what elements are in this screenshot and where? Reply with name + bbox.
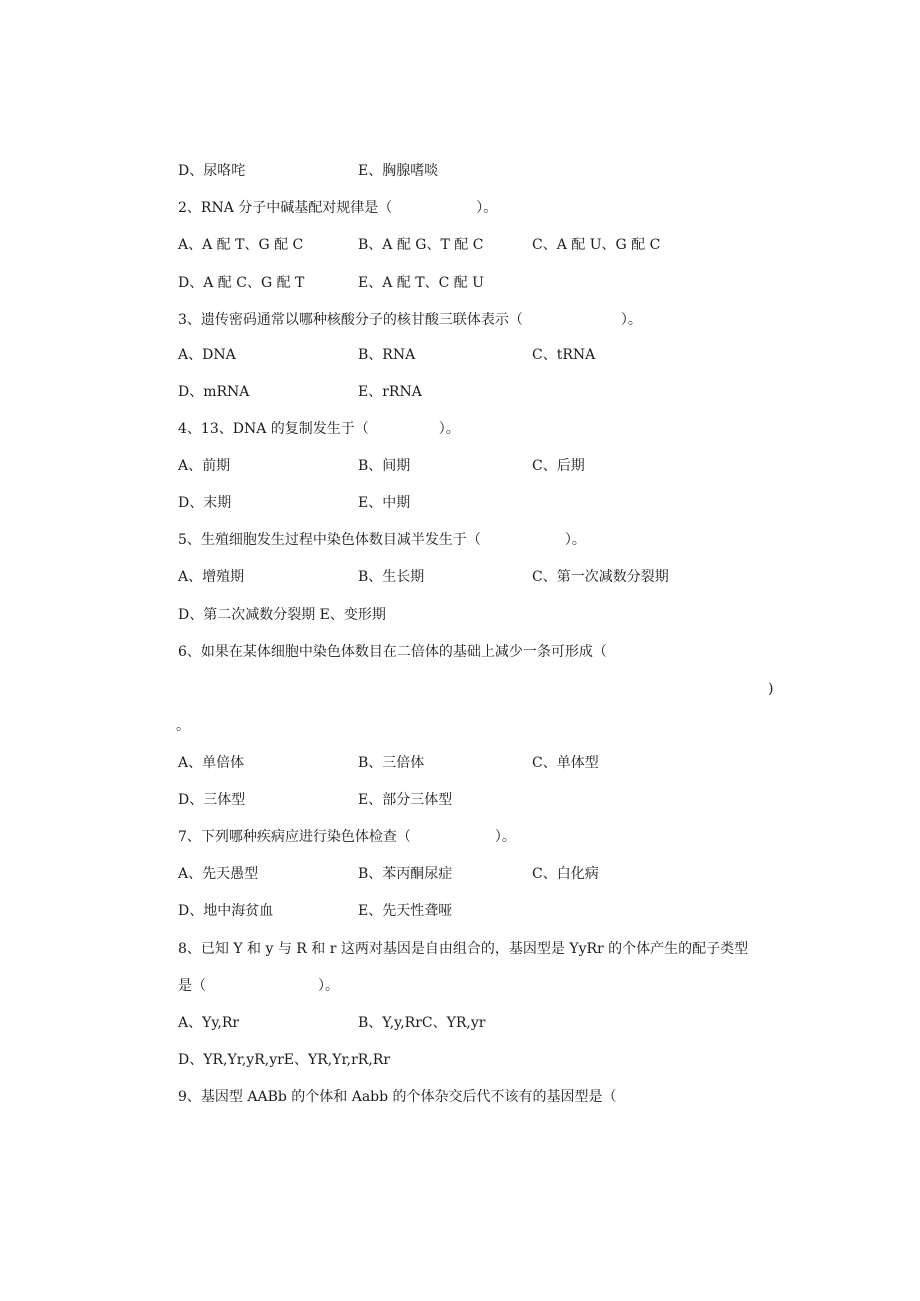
q5-option-b: B、生长期 [358,569,425,585]
q6-close-paren: ) [768,681,774,697]
q4-option-c: C、后期 [532,458,585,474]
q3-option-d: D、mRNA [178,384,250,400]
q4-stem: 4、13、DNA 的复制发生于（ ）。 [178,421,460,437]
q3-option-b: B、RNA [358,347,416,363]
q2-option-c: C、A 配 U、G 配 C [532,237,661,253]
q4-option-d: D、末期 [178,495,232,511]
q5-options-de: D、第二次减数分裂期 E、变形期 [178,607,386,623]
q2-option-d: D、A 配 C、G 配 T [178,275,305,291]
q6-option-c: C、单体型 [532,755,599,771]
q3-option-a: A、DNA [178,347,236,363]
q4-option-a: A、前期 [178,458,231,474]
q3-option-c: C、tRNA [532,347,596,363]
q3-option-e: E、rRNA [358,384,422,400]
q6-option-a: A、单倍体 [178,755,245,771]
q1-option-e: E、胸腺嗜啖 [358,163,439,179]
q7-option-e: E、先天性聋哑 [358,903,453,919]
q7-option-d: D、地中海贫血 [178,903,274,919]
q6-option-d: D、三体型 [178,792,246,808]
q2-option-a: A、A 配 T、G 配 C [178,237,304,253]
q7-stem: 7、下列哪种疾病应进行染色体检查（ ）。 [178,829,516,845]
q8-stem-line2: 是（ ）。 [178,978,339,994]
q9-stem: 9、基因型 AABb 的个体和 Aabb 的个体杂交后代不该有的基因型是（ [178,1089,617,1105]
q2-option-e: E、A 配 T、C 配 U [358,275,484,291]
q5-option-c: C、第一次减数分裂期 [532,569,669,585]
q3-stem: 3、遗传密码通常以哪种核酸分子的核甘酸三联体表示（ ）。 [178,312,642,328]
q5-option-a: A、增殖期 [178,569,245,585]
q8-stem-line1: 8、已知 Y 和 y 与 R 和 r 这两对基因是自由组合的，基因型是 YyRr 的个体产生的配子类型 [178,941,749,957]
q7-option-b: B、苯丙酮尿症 [358,866,453,882]
q8-option-a: A、Yy,Rr [178,1015,240,1031]
q8-options-de: D、YR,Yr,yR,yrE、YR,Yr,rR,Rr [178,1052,391,1068]
q6-option-b: B、三倍体 [358,755,425,771]
q4-option-e: E、中期 [358,495,411,511]
q8-option-bc: B、Y,y,RrC、YR,yr [358,1015,486,1031]
q6-period: 。 [176,718,190,734]
q2-option-b: B、A 配 G、T 配 C [358,237,484,253]
q4-option-b: B、间期 [358,458,411,474]
q2-stem: 2、RNA 分子中碱基配对规律是（ ）。 [178,200,498,216]
q7-option-c: C、白化病 [532,866,599,882]
q1-option-d: D、尿咯咤 [178,163,246,179]
q6-option-e: E、部分三体型 [358,792,453,808]
q7-option-a: A、先天愚型 [178,866,259,882]
q6-stem: 6、如果在某体细胞中染色体数目在二倍体的基础上减少一条可形成（ [178,644,607,660]
q5-stem: 5、生殖细胞发生过程中染色体数目减半发生于（ ）。 [178,532,586,548]
